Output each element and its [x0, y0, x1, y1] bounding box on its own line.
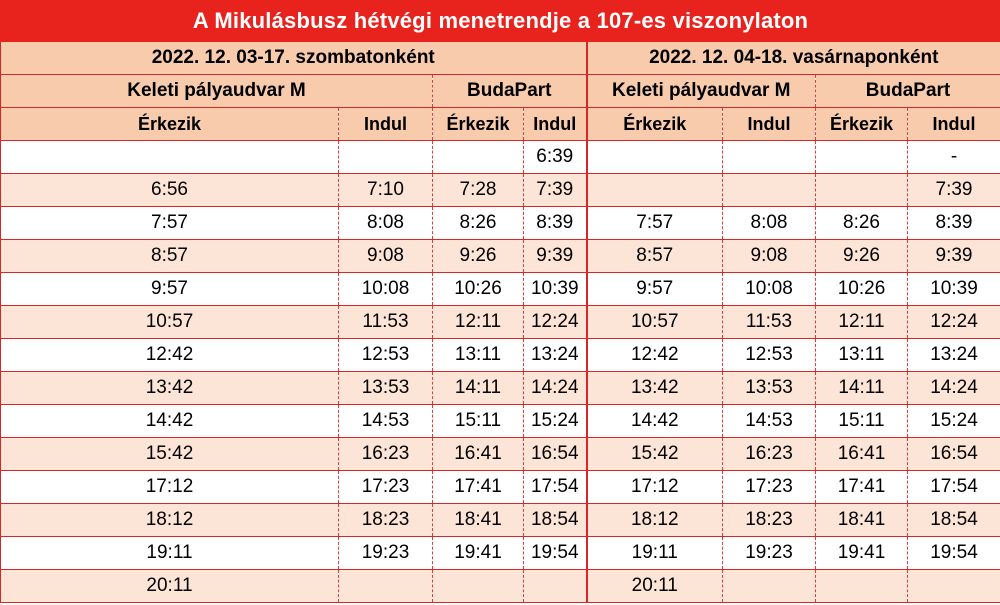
- time-cell: 11:53: [723, 306, 816, 339]
- table-row: [1, 339, 1000, 372]
- time-cell: 17:12: [1, 471, 339, 504]
- time-cell: 10:08: [723, 273, 816, 306]
- time-cell: 7:28: [433, 174, 524, 207]
- saturday-stop-keleti: Keleti pályaudvar M: [1, 75, 433, 108]
- table-row: [1, 240, 1000, 273]
- date-row: [1, 42, 1000, 75]
- time-cell: [723, 141, 816, 174]
- time-cell: 8:39: [908, 207, 1000, 240]
- time-cell: 12:42: [587, 339, 723, 372]
- time-cell: 19:54: [524, 537, 587, 570]
- time-cell: 14:42: [1, 405, 339, 438]
- time-cell: 13:11: [816, 339, 908, 372]
- time-cell: 8:39: [524, 207, 587, 240]
- time-cell: 13:53: [723, 372, 816, 405]
- time-cell: 18:12: [1, 504, 339, 537]
- time-cell: 14:11: [433, 372, 524, 405]
- time-cell: 11:53: [339, 306, 433, 339]
- time-cell: 10:08: [339, 273, 433, 306]
- time-cell: 18:23: [723, 504, 816, 537]
- time-cell: 19:41: [433, 537, 524, 570]
- time-cell: [723, 174, 816, 207]
- time-cell: 12:53: [723, 339, 816, 372]
- time-cell: 14:42: [587, 405, 723, 438]
- time-cell: 19:11: [1, 537, 339, 570]
- time-cell: 7:57: [1, 207, 339, 240]
- table-row: [1, 141, 1000, 174]
- column-header: Érkezik: [587, 108, 723, 141]
- time-cell: 18:23: [339, 504, 433, 537]
- time-cell: 7:10: [339, 174, 433, 207]
- column-header: Indul: [908, 108, 1000, 141]
- time-cell: 17:54: [524, 471, 587, 504]
- title-row: [1, 1, 1000, 42]
- time-cell: 12:11: [816, 306, 908, 339]
- time-cell: 16:41: [816, 438, 908, 471]
- time-cell: 9:26: [816, 240, 908, 273]
- table-row: [1, 537, 1000, 570]
- time-cell: 14:11: [816, 372, 908, 405]
- column-header-row: [1, 108, 1000, 141]
- time-cell: 10:26: [433, 273, 524, 306]
- timetable-body: [1, 1, 1000, 603]
- time-cell: 10:57: [587, 306, 723, 339]
- time-cell: 18:54: [524, 504, 587, 537]
- time-cell: 16:41: [433, 438, 524, 471]
- table-row: [1, 372, 1000, 405]
- time-cell: 8:26: [433, 207, 524, 240]
- time-cell: 14:24: [524, 372, 587, 405]
- table-row: [1, 207, 1000, 240]
- time-cell: 12:24: [524, 306, 587, 339]
- time-cell: 6:56: [1, 174, 339, 207]
- time-cell: 17:41: [816, 471, 908, 504]
- time-cell: [908, 570, 1000, 603]
- time-cell: 18:41: [816, 504, 908, 537]
- stop-row: [1, 75, 1000, 108]
- time-cell: 20:11: [1, 570, 339, 603]
- time-cell: 13:42: [587, 372, 723, 405]
- table-row: [1, 273, 1000, 306]
- time-cell: 14:53: [339, 405, 433, 438]
- time-cell: 8:08: [723, 207, 816, 240]
- time-cell: 12:11: [433, 306, 524, 339]
- column-header: Érkezik: [816, 108, 908, 141]
- time-cell: 16:54: [524, 438, 587, 471]
- column-header: Indul: [524, 108, 587, 141]
- time-cell: [816, 141, 908, 174]
- time-cell: 9:57: [587, 273, 723, 306]
- time-cell: 9:08: [723, 240, 816, 273]
- time-cell: 19:23: [723, 537, 816, 570]
- time-cell: 18:41: [433, 504, 524, 537]
- time-cell: 7:39: [908, 174, 1000, 207]
- time-cell: 16:23: [723, 438, 816, 471]
- saturday-date-label: 2022. 12. 03-17. szombatonként: [1, 42, 587, 75]
- time-cell: 17:23: [339, 471, 433, 504]
- time-cell: 8:08: [339, 207, 433, 240]
- time-cell: 12:53: [339, 339, 433, 372]
- time-cell: 15:42: [1, 438, 339, 471]
- time-cell: 12:24: [908, 306, 1000, 339]
- time-cell: 10:57: [1, 306, 339, 339]
- time-cell: 9:57: [1, 273, 339, 306]
- table-row: [1, 471, 1000, 504]
- time-cell: 17:54: [908, 471, 1000, 504]
- time-cell: 9:39: [524, 240, 587, 273]
- page-title: A Mikulásbusz hétvégi menetrendje a 107-es viszonylaton: [1, 1, 1000, 42]
- time-cell: 8:57: [1, 240, 339, 273]
- time-cell: 14:24: [908, 372, 1000, 405]
- time-cell: 19:23: [339, 537, 433, 570]
- time-cell: 17:12: [587, 471, 723, 504]
- column-header: Érkezik: [433, 108, 524, 141]
- saturday-stop-budapart: BudaPart: [433, 75, 587, 108]
- time-cell: 15:24: [524, 405, 587, 438]
- time-cell: 13:53: [339, 372, 433, 405]
- time-cell: 13:42: [1, 372, 339, 405]
- time-cell: 15:11: [816, 405, 908, 438]
- sunday-date-label: 2022. 12. 04-18. vasárnaponként: [587, 42, 1000, 75]
- sunday-stop-budapart: BudaPart: [816, 75, 1000, 108]
- time-cell: 10:39: [524, 273, 587, 306]
- table-row: [1, 570, 1000, 603]
- time-cell: 9:39: [908, 240, 1000, 273]
- time-cell: 18:54: [908, 504, 1000, 537]
- time-cell: 13:24: [908, 339, 1000, 372]
- time-cell: 20:11: [587, 570, 723, 603]
- time-cell: [339, 570, 433, 603]
- column-header: Indul: [723, 108, 816, 141]
- time-cell: 19:41: [816, 537, 908, 570]
- time-cell: 9:26: [433, 240, 524, 273]
- time-cell: [433, 141, 524, 174]
- time-cell: 10:26: [816, 273, 908, 306]
- time-cell: 13:11: [433, 339, 524, 372]
- time-cell: 16:54: [908, 438, 1000, 471]
- time-cell: [723, 570, 816, 603]
- sunday-stop-keleti: Keleti pályaudvar M: [587, 75, 816, 108]
- time-cell: 12:42: [1, 339, 339, 372]
- time-cell: 8:57: [587, 240, 723, 273]
- table-row: [1, 504, 1000, 537]
- time-cell: [587, 141, 723, 174]
- time-cell: [1, 141, 339, 174]
- time-cell: 15:11: [433, 405, 524, 438]
- time-cell: 8:26: [816, 207, 908, 240]
- time-cell: 18:12: [587, 504, 723, 537]
- time-cell: 17:23: [723, 471, 816, 504]
- table-row: [1, 438, 1000, 471]
- time-cell: 9:08: [339, 240, 433, 273]
- table-row: [1, 306, 1000, 339]
- time-cell: [339, 141, 433, 174]
- time-cell: 13:24: [524, 339, 587, 372]
- time-cell: 6:39: [524, 141, 587, 174]
- time-cell: 14:53: [723, 405, 816, 438]
- table-row: [1, 405, 1000, 438]
- time-cell: 10:39: [908, 273, 1000, 306]
- time-cell: 15:42: [587, 438, 723, 471]
- time-cell: 19:54: [908, 537, 1000, 570]
- time-cell: 7:57: [587, 207, 723, 240]
- column-header: Indul: [339, 108, 433, 141]
- time-cell: [524, 570, 587, 603]
- time-cell: 16:23: [339, 438, 433, 471]
- time-cell: [433, 570, 524, 603]
- time-cell: 7:39: [524, 174, 587, 207]
- time-cell: [587, 174, 723, 207]
- time-cell: 17:41: [433, 471, 524, 504]
- column-header: Érkezik: [1, 108, 339, 141]
- table-row: [1, 174, 1000, 207]
- time-cell: -: [908, 141, 1000, 174]
- time-cell: 15:24: [908, 405, 1000, 438]
- time-cell: 19:11: [587, 537, 723, 570]
- time-cell: [816, 570, 908, 603]
- time-cell: [816, 174, 908, 207]
